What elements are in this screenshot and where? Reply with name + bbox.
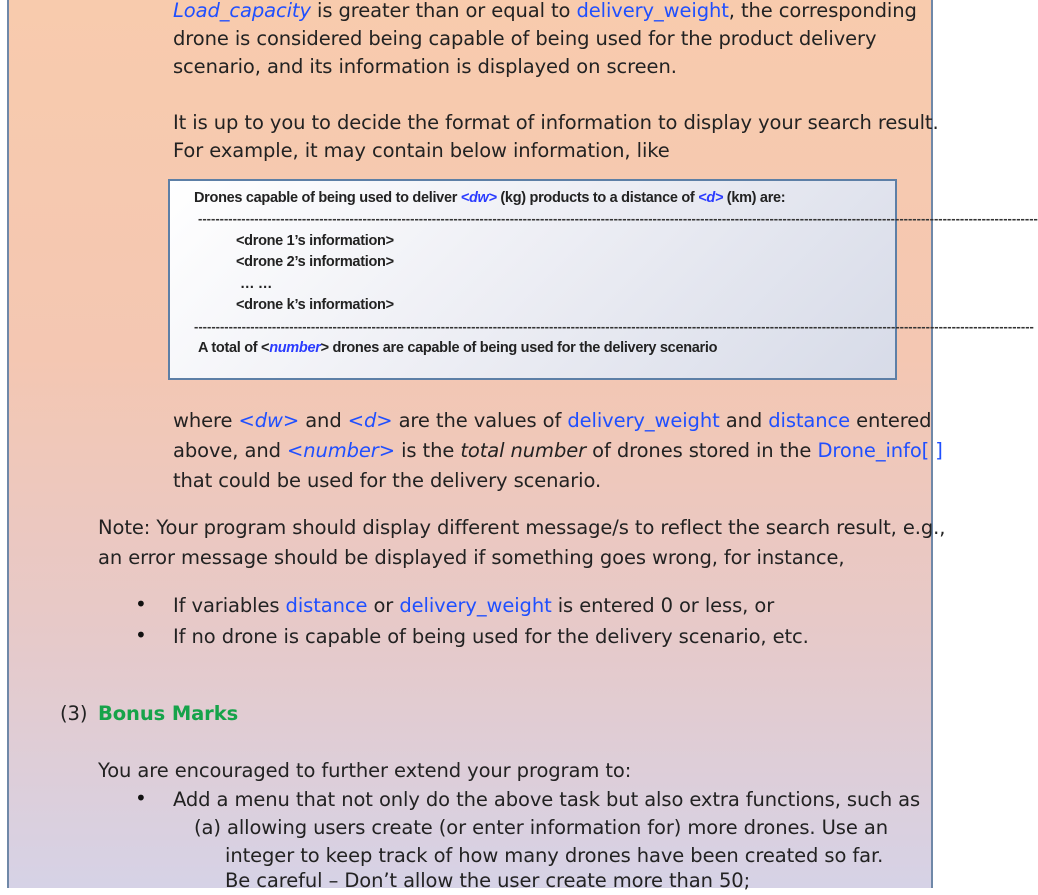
para2-line1: It is up to you to decide the format of information to display your search result.	[173, 111, 939, 134]
extend-intro: You are encouraged to further extend your program to:	[98, 759, 632, 782]
para2-line2: For example, it may contain below information, like	[173, 139, 670, 162]
box-ellipsis: … …	[240, 276, 273, 292]
note-line2: an error message should be displayed if something goes wrong, for instance,	[98, 546, 845, 569]
para3-line3: that could be used for the delivery scenario.	[173, 469, 602, 492]
bullet-item-2: If no drone is capable of being used for the delivery scenario, etc.	[173, 625, 809, 648]
bullet-icon: •	[135, 592, 147, 616]
box-header: Drones capable of being used to deliver <dw> (kg) products to a distance of <d> (km) are:	[194, 190, 786, 206]
box-divider-top: --------------------------------------------------------------------------------------------------------------------------------------------------------------------------------------------------	[198, 211, 1038, 226]
extend-sub-a-line2: integer to keep track of how many drones have been created so far.	[225, 844, 884, 867]
extend-sub-a-line1: (a) allowing users create (or enter information for) more drones. Use an	[194, 816, 888, 839]
box-drone-1: <drone 1’s information>	[236, 233, 394, 249]
extend-sub-a-line3: Be careful – Don’t allow the user create more than 50;	[225, 869, 751, 892]
para3-line1: where <dw> and <d> are the values of delivery_weight and distance entered	[173, 409, 932, 432]
para3-line2: above, and <number> is the total number of drones stored in the Drone_info[ ]	[173, 439, 943, 462]
bullet-icon: •	[135, 623, 147, 647]
bullet-item-1: If variables distance or delivery_weight is entered 0 or less, or	[173, 594, 775, 617]
extend-bullet-1: Add a menu that not only do the above task but also extra functions, such as	[173, 788, 921, 811]
section-number: (3)	[60, 702, 88, 725]
box-drone-2: <drone 2’s information>	[236, 254, 394, 270]
section-title: Bonus Marks	[98, 702, 239, 725]
note-line1: Note: Your program should display different message/s to reflect the search result, e.g.,	[98, 516, 946, 539]
para1-line1: Load_capacity is greater than or equal to delivery_weight, the corresponding	[173, 0, 917, 22]
box-footer: A total of <number> drones are capable of being used for the delivery scenario	[198, 340, 718, 356]
box-divider-bottom: --------------------------------------------------------------------------------------------------------------------------------------------------------------------------------------------------	[194, 319, 1034, 334]
para1-line2: drone is considered being capable of being used for the product delivery	[173, 27, 877, 50]
bullet-icon: •	[135, 786, 147, 810]
box-drone-k: <drone k’s information>	[236, 297, 394, 313]
para1-line3: scenario, and its information is displayed on screen.	[173, 55, 677, 78]
